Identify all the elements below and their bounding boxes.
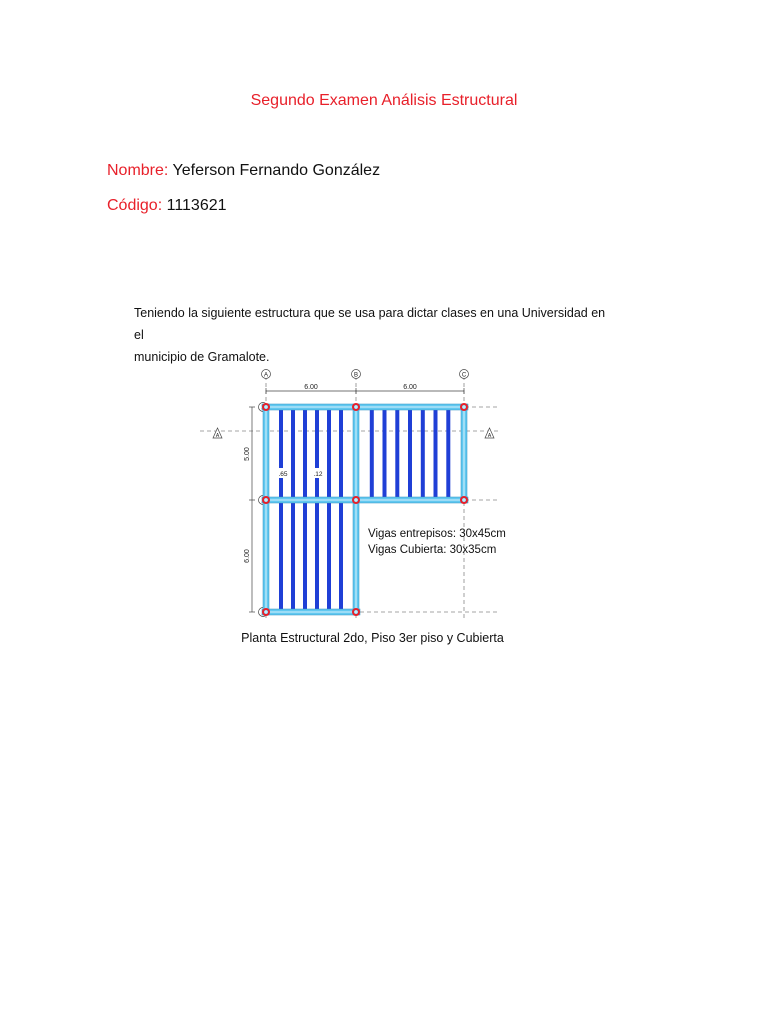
joist bbox=[327, 503, 331, 609]
dim-32: 5.00 bbox=[244, 447, 251, 461]
joist bbox=[315, 410, 319, 497]
grid-label-c: C bbox=[461, 372, 467, 379]
grid-bubble-c bbox=[460, 370, 469, 379]
joist bbox=[291, 410, 295, 497]
document-title: Segundo Examen Análisis Estructural bbox=[250, 92, 518, 109]
joist bbox=[291, 503, 295, 609]
grid-bubble-a bbox=[262, 370, 271, 379]
joist bbox=[370, 410, 374, 497]
joist bbox=[421, 410, 425, 497]
code-line bbox=[107, 197, 227, 215]
joists bbox=[279, 410, 450, 609]
section-mark-right bbox=[485, 428, 494, 439]
note-roof-beams: Vigas Cubierta: 30x35cm bbox=[368, 544, 497, 556]
joist bbox=[339, 410, 343, 497]
name-label: Nombre: bbox=[107, 162, 169, 179]
intro-paragraph bbox=[134, 302, 614, 368]
joist bbox=[327, 410, 331, 497]
joist bbox=[303, 503, 307, 609]
joist bbox=[446, 410, 450, 497]
intro-line-1: Teniendo la siguiente estructura que se usa para dictar clases en una Universidad en el bbox=[134, 306, 606, 342]
joist bbox=[279, 410, 283, 497]
joist bbox=[395, 410, 399, 497]
intro-line-2: municipio de Gramalote. bbox=[134, 350, 270, 364]
grid-label-a: A bbox=[263, 372, 269, 379]
joist bbox=[383, 410, 387, 497]
dim-bc: 6.00 bbox=[403, 384, 417, 391]
dim-21: 6.00 bbox=[244, 549, 251, 563]
section-label-right: A bbox=[487, 433, 492, 439]
dim-ab: 6.00 bbox=[304, 384, 318, 391]
code-label: Código: bbox=[107, 197, 163, 214]
plan-caption: Planta Estructural 2do, Piso 3er piso y Cubierta bbox=[241, 631, 504, 645]
structural-plan bbox=[200, 362, 520, 624]
joist bbox=[303, 410, 307, 497]
joist bbox=[315, 503, 319, 609]
note-floor-beams: Vigas entrepisos: 30x45cm bbox=[368, 528, 506, 540]
grid-bubble-b bbox=[352, 370, 361, 379]
spacing-label-2: .12 bbox=[313, 471, 323, 478]
joist bbox=[279, 503, 283, 609]
joist bbox=[408, 410, 412, 497]
name-value: Yeferson Fernando González bbox=[172, 162, 381, 179]
joist bbox=[339, 503, 343, 609]
code-value: 1113621 bbox=[166, 197, 227, 214]
spacing-label: .65 bbox=[278, 471, 288, 478]
joist bbox=[434, 410, 438, 497]
grid-label-b: B bbox=[353, 372, 359, 379]
section-mark-left bbox=[213, 428, 222, 439]
section-label-left: A bbox=[215, 433, 220, 439]
name-line bbox=[107, 162, 380, 180]
